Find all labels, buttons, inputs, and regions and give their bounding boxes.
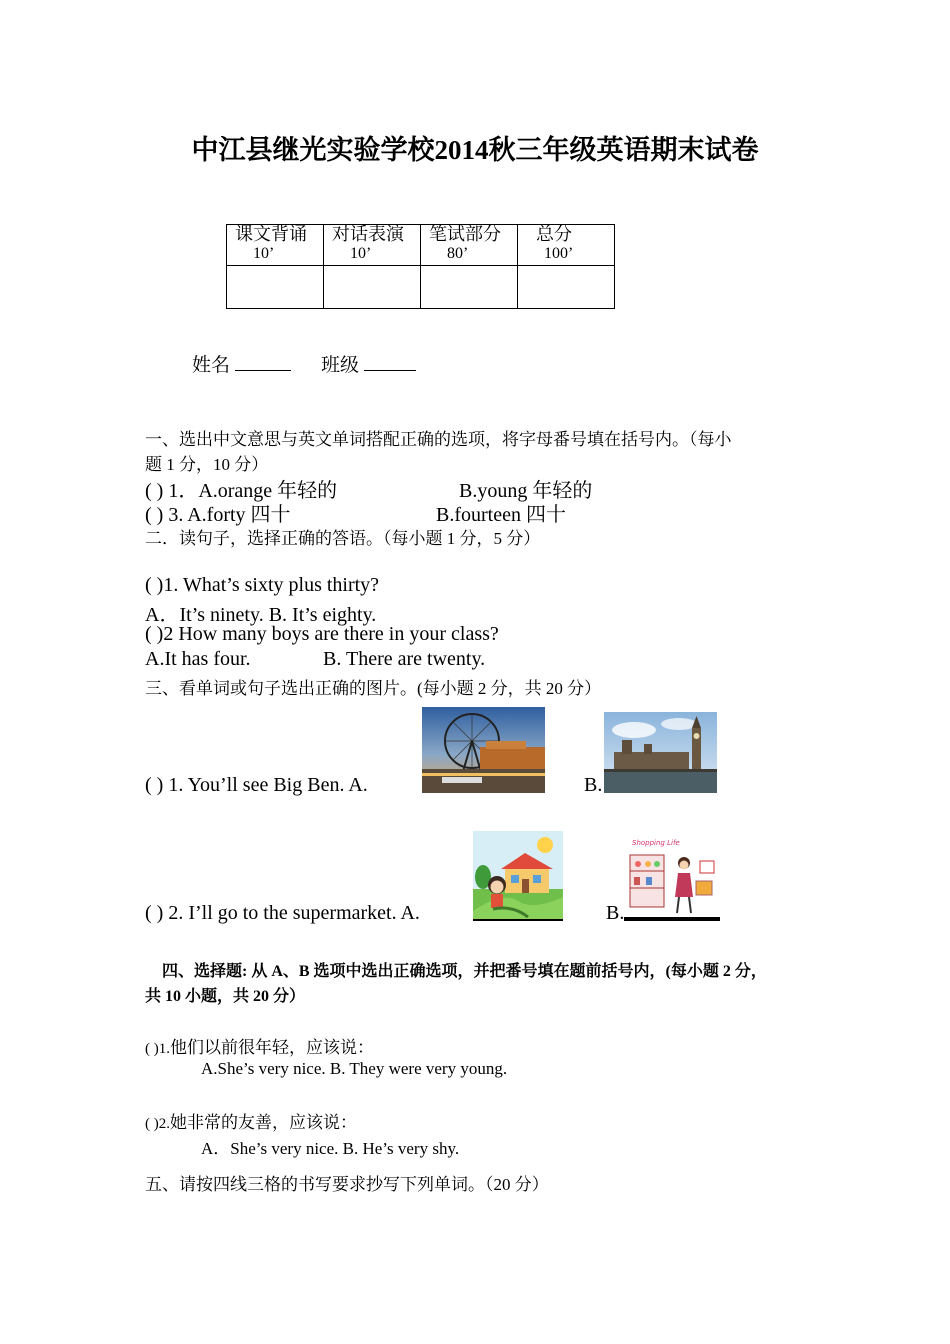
score-header-total: 总分 100’ <box>518 225 615 266</box>
section-four-instruction: 四、选择题: 从 A、B 选项中选出正确选项，并把番号填在题前括号内，(每小题 2 分， <box>162 963 767 980</box>
score-cell-recitation[interactable] <box>227 266 324 309</box>
section-one-instruction-cont: 题 1 分，10 分） <box>145 455 269 474</box>
section-two-q2-option-a: A.It has four. <box>145 648 251 670</box>
section-two-q2-option-b: B. There are twenty. <box>323 648 486 670</box>
section-one-q3-option-b: B.fourteen 四十 <box>436 504 566 526</box>
section-one-q1: ( ) 1．A.orange 年轻的 <box>145 480 338 502</box>
section-two-q1-options: A．It’s ninety. B. It’s eighty. <box>145 604 377 626</box>
section-two-instruction: 二．读句子，选择正确的答语。（每小题 1 分，5 分） <box>145 529 541 548</box>
name-field[interactable]: 姓名 <box>192 350 291 377</box>
score-cell-written[interactable] <box>421 266 518 309</box>
section-one-q3: ( ) 3. A.forty 四十 <box>145 504 291 526</box>
section-four-instruction-cont: 共 10 小题，共 20 分） <box>145 988 306 1005</box>
section-four-q2: ( )2.她非常的友善，应该说： <box>145 1113 357 1132</box>
score-header-written: 笔试部分 80’ <box>421 225 518 266</box>
section-three-q1: ( ) 1. You’ll see Big Ben. A. <box>145 774 368 796</box>
section-four-q1: ( )1.他们以前很年轻，应该说： <box>145 1038 374 1057</box>
score-table <box>226 224 615 309</box>
section-one-instruction: 一、选出中文意思与英文单词搭配正确的选项，将字母番号填在括号内。（每小 <box>145 430 732 449</box>
score-cell-dialogue[interactable] <box>324 266 421 309</box>
section-three-q1-option-b: B. <box>584 774 603 796</box>
section-two-q1: ( )1. What’s sixty plus thirty? <box>145 574 380 596</box>
score-header-dialogue: 对话表演 10’ <box>324 225 421 266</box>
section-three-q2-option-b: B. <box>606 902 625 924</box>
score-header-recitation: 课文背诵 10’ <box>227 225 324 266</box>
section-two-q2: ( )2 How many boys are there in your class? <box>145 623 499 645</box>
london-eye-image <box>422 707 545 793</box>
shop-logo-text: Shopping Life <box>632 839 680 847</box>
section-one-q1-option-b: B.young 年轻的 <box>459 480 593 502</box>
score-cell-total[interactable] <box>518 266 615 309</box>
section-four-q1-options: A.She’s very nice. B. They were very young. <box>201 1059 508 1078</box>
section-four-q2-options: A．She’s very nice. B. He’s very shy. <box>201 1139 460 1158</box>
class-field[interactable]: 班级 <box>321 350 416 377</box>
page-title: 中江县继光实验学校2014秋三年级英语期末试卷 <box>191 135 759 165</box>
section-three-q2: ( ) 2. I’ll go to the supermarket. A. <box>145 902 420 924</box>
cartoon-shopping-image <box>624 833 720 921</box>
section-five-instruction: 五、请按四线三格的书写要求抄写下列单词。（20 分） <box>145 1175 549 1194</box>
big-ben-image <box>604 712 717 793</box>
section-three-instruction: 三、看单词或句子选出正确的图片。(每小题 2 分，共 20 分） <box>145 679 602 698</box>
cartoon-house-image <box>473 831 563 921</box>
